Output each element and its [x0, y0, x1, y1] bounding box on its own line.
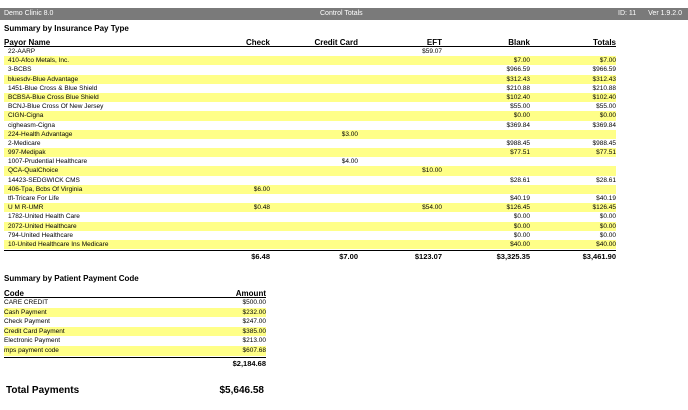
totals-cell: $77.51 [596, 149, 616, 157]
header-blank: Blank [508, 38, 530, 47]
eft-cell: $59.07 [422, 48, 442, 55]
blank-cell: $369.84 [506, 121, 530, 129]
totals-cell: $0.00 [599, 222, 616, 230]
code-cell: Credit Card Payment [4, 327, 65, 335]
payor-name-cell: 3-BCBS [8, 66, 32, 74]
payor-name-cell: 410-Afco Metals, Inc. [8, 57, 70, 65]
blank-cell: $126.45 [506, 204, 530, 212]
insurance-rows [4, 47, 616, 249]
table-row [4, 65, 616, 74]
table-row [4, 102, 616, 111]
blank-cell: $77.51 [510, 149, 530, 157]
report-id: ID: 11 [618, 10, 637, 17]
totals-cell: $40.19 [596, 195, 616, 202]
amount-cell: $500.00 [242, 299, 266, 306]
table-row [4, 308, 266, 318]
blank-cell: $210.88 [506, 84, 530, 92]
total-eft: $123.07 [414, 252, 442, 262]
totals-cell: $40.00 [596, 240, 616, 248]
payor-name-cell: 14423-SEDGWICK CMS [8, 176, 80, 184]
table-row [4, 111, 616, 120]
blank-cell: $28.61 [510, 176, 530, 184]
patient-payment-table [4, 289, 266, 369]
table-row [4, 84, 616, 93]
totals-cell: $7.00 [599, 57, 616, 65]
table-row [4, 203, 616, 212]
table-row [4, 212, 616, 221]
payor-name-cell: 1007-Prudential Healthcare [8, 158, 88, 166]
table-row [4, 47, 616, 56]
table-row [4, 336, 266, 346]
eft-cell: $10.00 [422, 167, 442, 175]
table-row [4, 121, 616, 130]
amount-cell: $247.00 [242, 318, 266, 326]
total-blank: $3,325.35 [496, 252, 530, 262]
payor-name-cell: CIGN-Cigna [8, 112, 44, 120]
header-code: Code [4, 289, 24, 298]
header-credit-card: Credit Card [314, 38, 358, 47]
header-check: Check [245, 38, 270, 47]
payor-name-cell: 10-United Healthcare Ins Medicare [8, 240, 109, 248]
code-cell: mps payment code [4, 346, 59, 354]
totals-cell: $988.45 [592, 139, 616, 147]
payor-name-cell: 2-Medicare [8, 139, 41, 147]
table-row [4, 240, 616, 249]
table-row [4, 185, 616, 194]
code-cell: Cash Payment [4, 308, 47, 316]
totals-cell: $55.00 [596, 103, 616, 111]
totals-cell: $0.00 [599, 231, 616, 239]
blank-cell: $7.00 [513, 57, 530, 65]
blank-cell: $40.19 [510, 195, 530, 202]
amount-cell: $385.00 [242, 327, 266, 335]
table-row [4, 93, 616, 102]
totals-cell: $210.88 [592, 84, 616, 92]
header-payor-name: Payor Name [4, 38, 51, 47]
payor-name-cell: QCA-QualChoice [8, 167, 59, 175]
payor-name-cell: 406-Tpa, Bcbs Of Virginia [8, 185, 83, 193]
blank-cell: $312.43 [506, 75, 530, 83]
table-row [4, 327, 266, 337]
payor-name-cell: 224-Health Advantage [8, 130, 73, 138]
totals-cell: $966.59 [592, 66, 616, 74]
patient-total-row [4, 357, 266, 369]
table-row [4, 75, 616, 84]
version-label: Ver 1.9.2.0 [648, 10, 682, 17]
header-eft: EFT [426, 38, 442, 47]
blank-cell: $102.40 [506, 93, 530, 101]
blank-cell: $0.00 [513, 213, 530, 221]
amount-cell: $232.00 [242, 308, 266, 316]
blank-cell: $55.00 [510, 103, 530, 111]
code-cell: Electronic Payment [4, 337, 60, 345]
table-row [4, 148, 616, 157]
total-payments-value: $5,646.58 [219, 385, 264, 396]
table-row [4, 222, 616, 231]
table-row [4, 157, 616, 166]
eft-cell: $54.00 [422, 204, 442, 212]
blank-cell: $0.00 [513, 112, 530, 120]
totals-cell: $102.40 [592, 93, 616, 101]
payor-name-cell: cigheasm-Cigna [8, 121, 55, 129]
totals-cell: $312.43 [592, 75, 616, 83]
payor-name-cell: tfl-Tricare For Life [8, 195, 60, 202]
credit-card-cell: $4.00 [341, 158, 358, 166]
credit-card-cell: $3.00 [341, 130, 358, 138]
patient-table-header [4, 289, 266, 298]
patient-total-amount: $2,184.68 [232, 358, 266, 368]
insurance-totals-row [4, 250, 616, 262]
payor-name-cell: 22-AARP [8, 48, 36, 55]
code-cell: Check Payment [4, 318, 50, 326]
table-row [4, 176, 616, 185]
payor-name-cell: 997-Medipak [8, 149, 46, 157]
blank-cell: $988.45 [506, 139, 530, 147]
insurance-table-header [4, 38, 616, 47]
check-cell: $0.48 [253, 204, 270, 212]
payor-name-cell: 794-United Healthcare [8, 231, 74, 239]
payor-name-cell: 2072-United Healthcare [8, 222, 77, 230]
header-amount: Amount [235, 289, 266, 298]
amount-cell: $213.00 [242, 337, 266, 345]
totals-cell: $28.61 [596, 176, 616, 184]
table-row [4, 130, 616, 139]
total-check: $6.48 [251, 252, 270, 262]
payor-name-cell: BCNJ-Blue Cross Of New Jersey [8, 103, 104, 111]
table-row [4, 56, 616, 65]
blank-cell: $0.00 [513, 231, 530, 239]
table-row [4, 298, 266, 308]
patient-section-title: Summary by Patient Payment Code [4, 274, 139, 283]
table-row [4, 166, 616, 175]
code-cell: CARE CREDIT [4, 299, 49, 306]
total-payments-label: Total Payments [6, 385, 80, 396]
payor-name-cell: 1451-Blue Cross & Blue Shield [8, 84, 98, 92]
blank-cell: $40.00 [510, 240, 530, 248]
app-title: Demo Clinic 8.0 [4, 10, 54, 17]
insurance-section-title: Summary by Insurance Pay Type [4, 24, 129, 33]
check-cell: $6.00 [253, 185, 270, 193]
totals-cell: $126.45 [592, 204, 616, 212]
blank-cell: $966.59 [506, 66, 530, 74]
patient-rows [4, 298, 266, 356]
table-row [4, 139, 616, 148]
table-row [4, 346, 266, 356]
payor-name-cell: 1782-United Health Care [8, 213, 80, 221]
table-row [4, 194, 616, 203]
total-totals: $3,461.90 [582, 252, 616, 262]
window-titlebar [0, 8, 688, 20]
totals-cell: $0.00 [599, 112, 616, 120]
total-credit-card: $7.00 [339, 252, 358, 262]
payor-name-cell: U M R-UMR [8, 204, 44, 212]
insurance-table [4, 38, 616, 262]
amount-cell: $607.68 [242, 346, 266, 354]
payor-name-cell: bluesdv-Blue Advantage [8, 75, 79, 83]
report-title: Control Totals [320, 10, 363, 17]
table-row [4, 317, 266, 327]
payor-name-cell: BCBSA-Blue Cross Blue Shield [8, 93, 99, 101]
header-totals: Totals [593, 38, 616, 47]
totals-cell: $369.84 [592, 121, 616, 129]
blank-cell: $0.00 [513, 222, 530, 230]
totals-cell: $0.00 [599, 213, 616, 221]
table-row [4, 231, 616, 240]
